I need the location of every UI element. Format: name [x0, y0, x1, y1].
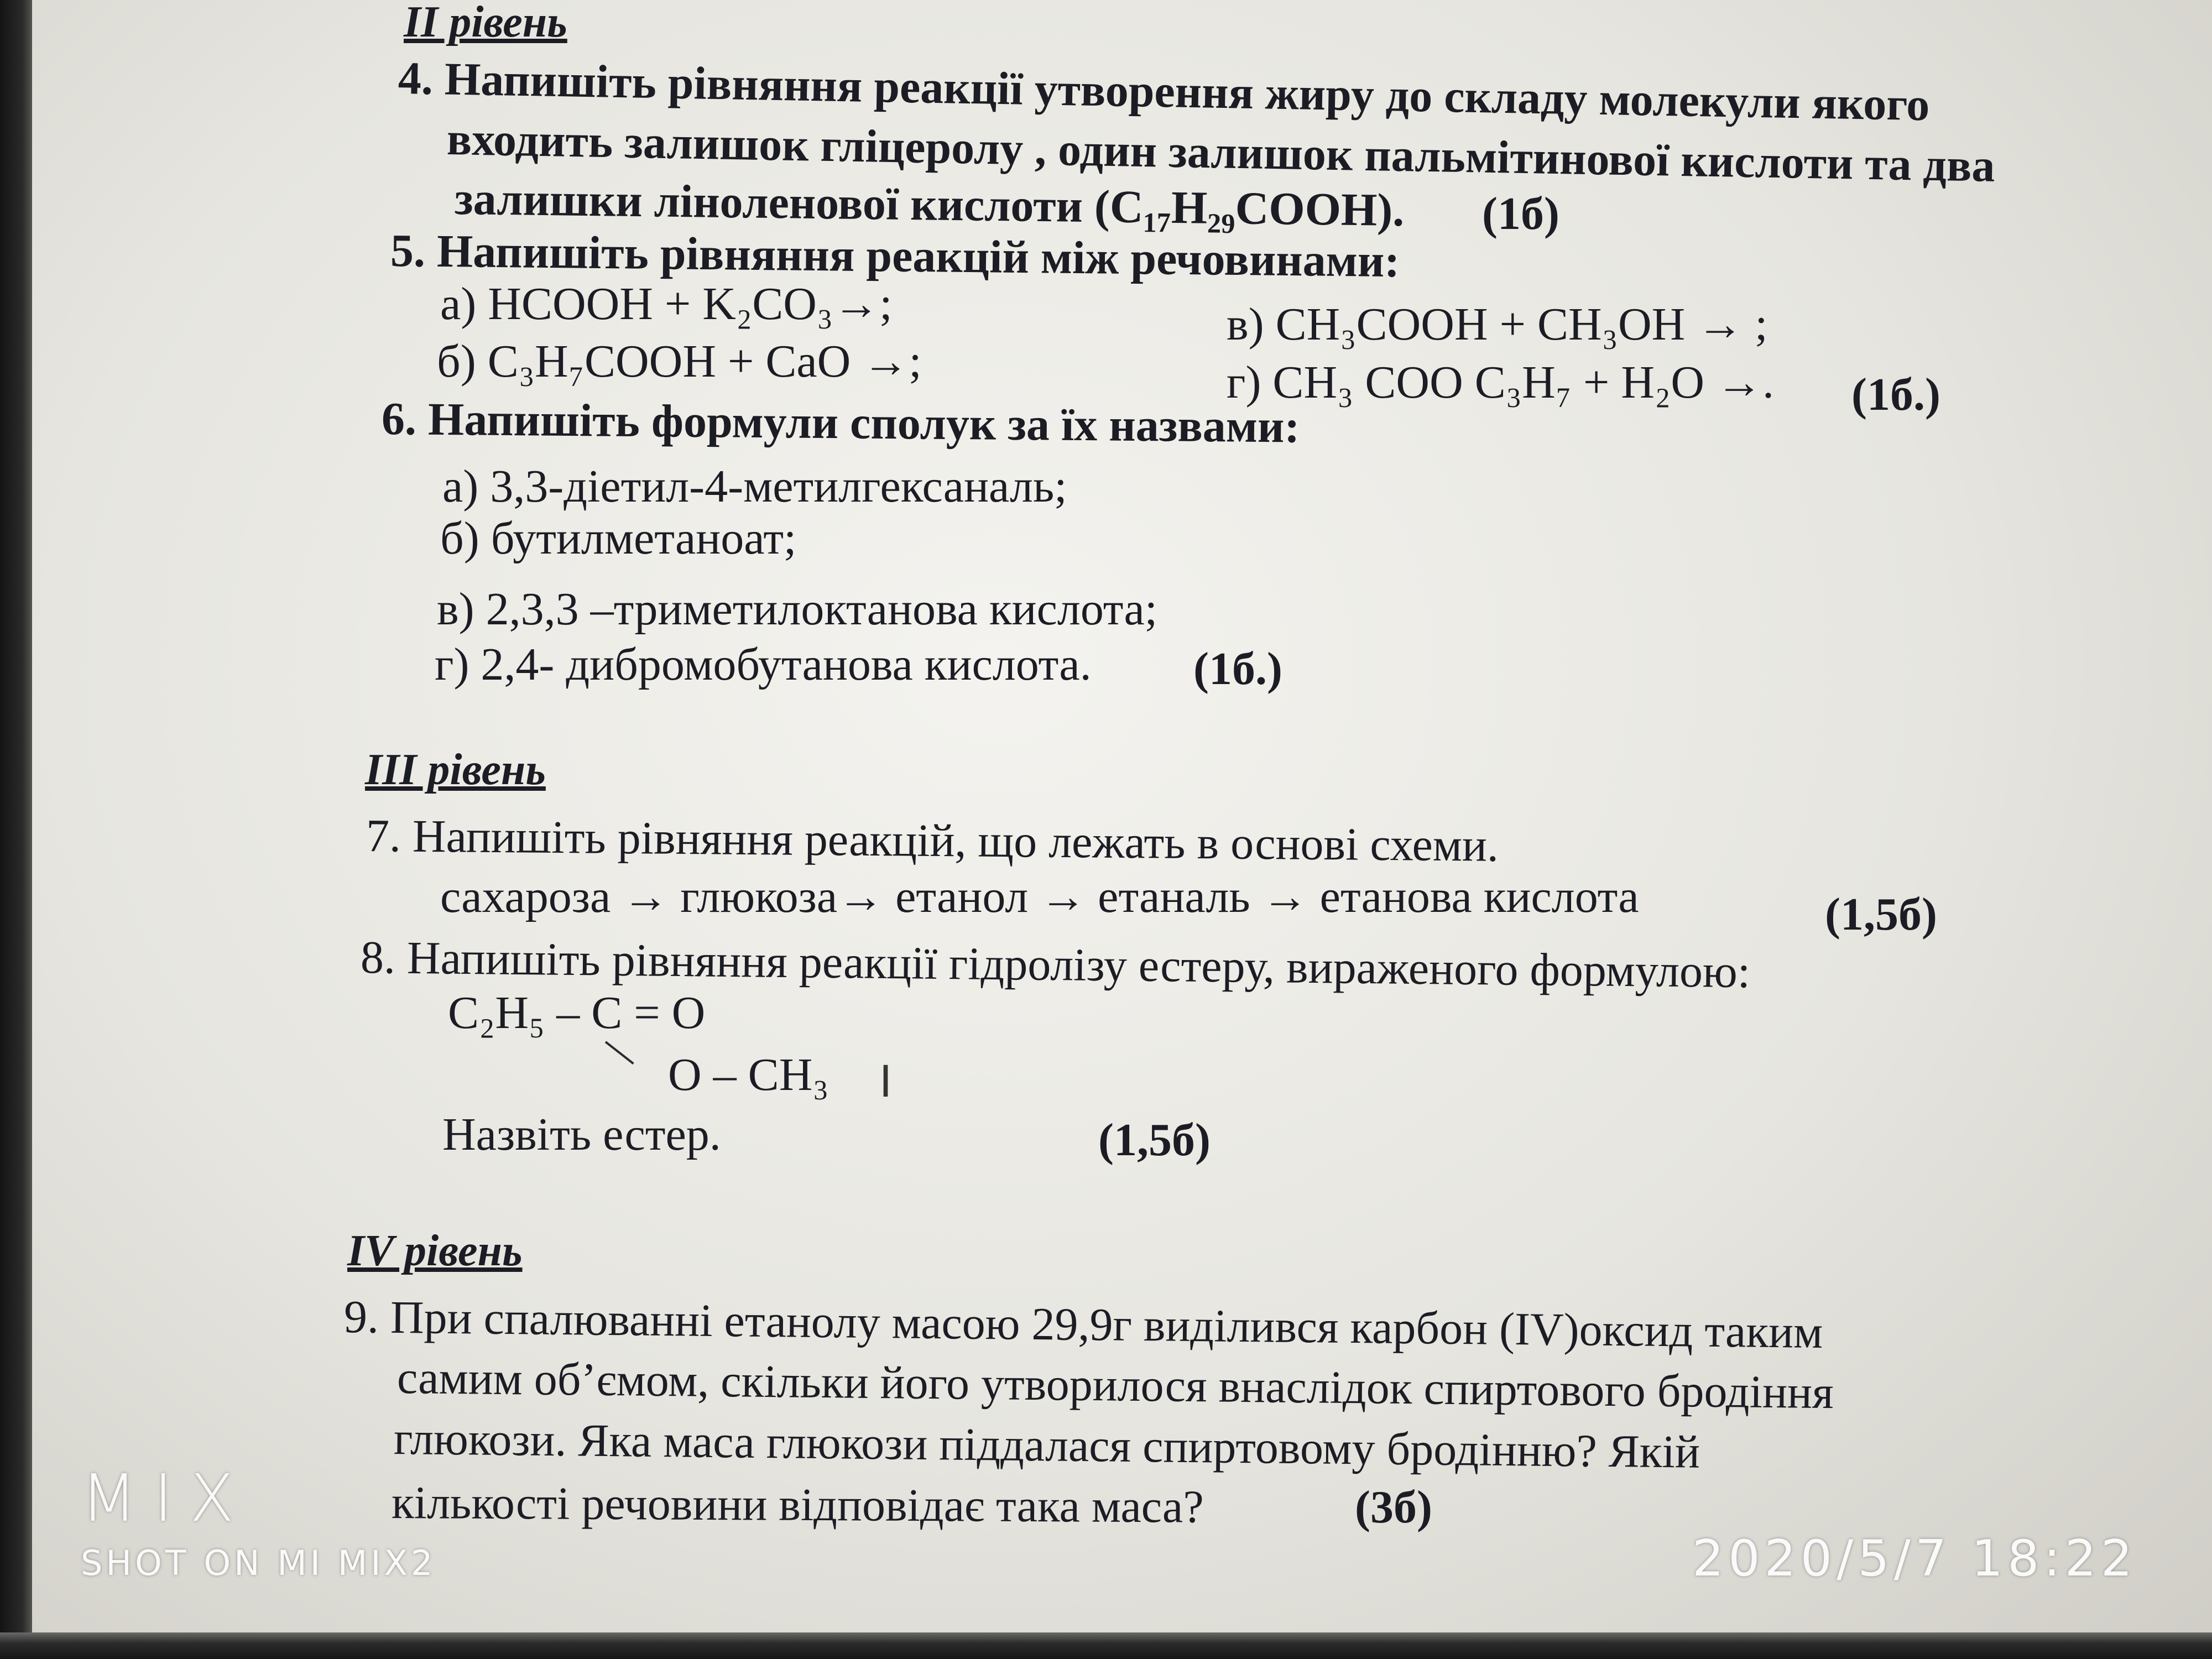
task-6-item-v: в) 2,3,3 –триметилоктанова кислота;: [437, 583, 1158, 635]
watermark-datetime: 2020/5/7 18:22: [1692, 1530, 2137, 1588]
text-cursor-icon: I: [879, 1057, 893, 1107]
monitor-bezel-left: [0, 0, 32, 1659]
task-4-line-3: залишки ліноленової кислоти (C₁₇H₂₉COOH).: [454, 173, 1405, 236]
task-5-item-g: г) CH₃ COO C₃H₇ + H₂O →.: [1227, 357, 1774, 408]
task-6-item-a: а) 3,3-діетил-4-метилгексаналь;: [442, 461, 1067, 512]
task-4-line-1: 4. Напишіть рівняння реакції утворення жиру до складу молекули якого: [398, 53, 1931, 131]
task-9-line-4: кількості речовини відповідає така маса?: [391, 1477, 1204, 1533]
task-4-points: (1б): [1482, 188, 1559, 239]
task-4-line-2: входить залишок гліцеролу , один залишок пальмітинової кислоти та два: [446, 113, 1996, 192]
task-5-item-b: б) C₃H₇COOH + CaO →;: [437, 336, 922, 387]
task-8-name-prompt: Назвіть естер.: [442, 1109, 721, 1160]
task-9-line-2: самим об’ємом, скільки його утворилося внаслідок спиртового бродіння: [397, 1352, 1834, 1419]
task-6-title: 6. Напишіть формули сполук за їх назвами:: [381, 393, 1300, 453]
task-8-title: 8. Напишіть рівняння реакції гідролізу естеру, вираженого формулою:: [360, 932, 1751, 998]
ester-formula-line-1: C₂H₅ – C = O: [448, 987, 706, 1039]
level-4-heading: IV рівень: [347, 1227, 523, 1275]
task-9-line-1: 9. При спалюванні етанолу масою 29,9г виділився карбон (IV)оксид таким: [343, 1291, 1823, 1359]
monitor-bezel-bottom: [0, 1632, 2212, 1659]
task-6-points: (1б.): [1193, 643, 1282, 695]
task-7-scheme: сахароза → глюкоза→ етанол → етаналь → етанова кислота: [440, 871, 1639, 922]
task-5-points: (1б.): [1851, 369, 1940, 420]
task-5-title: 5. Напишіть рівняння реакцій між речовинами:: [390, 225, 1400, 288]
task-5-item-v: в) CH₃COOH + CH₃OH → ;: [1227, 299, 1768, 350]
task-5-item-a: а) HCOOH + K₂CO₃→;: [440, 278, 893, 330]
watermark-shot-on: SHOT ON MI MIX2: [81, 1543, 436, 1583]
task-6-item-b: б) бутилметаноат;: [440, 513, 797, 564]
watermark-logo: MIX: [81, 1460, 251, 1536]
task-8-points: (1,5б): [1098, 1114, 1211, 1166]
task-6-item-g: г) 2,4- дибромобутанова кислота.: [435, 639, 1092, 690]
level-2-heading: II рівень: [404, 0, 567, 46]
task-9-line-3: глюкози. Яка маса глюкози піддалася спиртовому бродінню? Якій: [393, 1413, 1700, 1478]
level-3-heading: III рівень: [365, 745, 546, 794]
formula-bond-line: [605, 1041, 634, 1065]
task-7-points: (1,5б): [1825, 889, 1937, 940]
task-7-title: 7. Напишіть рівняння реакцій, що лежать в основі схеми.: [366, 810, 1499, 872]
ester-formula-line-2: O – CH₃: [668, 1049, 829, 1100]
task-9-points: (3б): [1355, 1481, 1432, 1533]
